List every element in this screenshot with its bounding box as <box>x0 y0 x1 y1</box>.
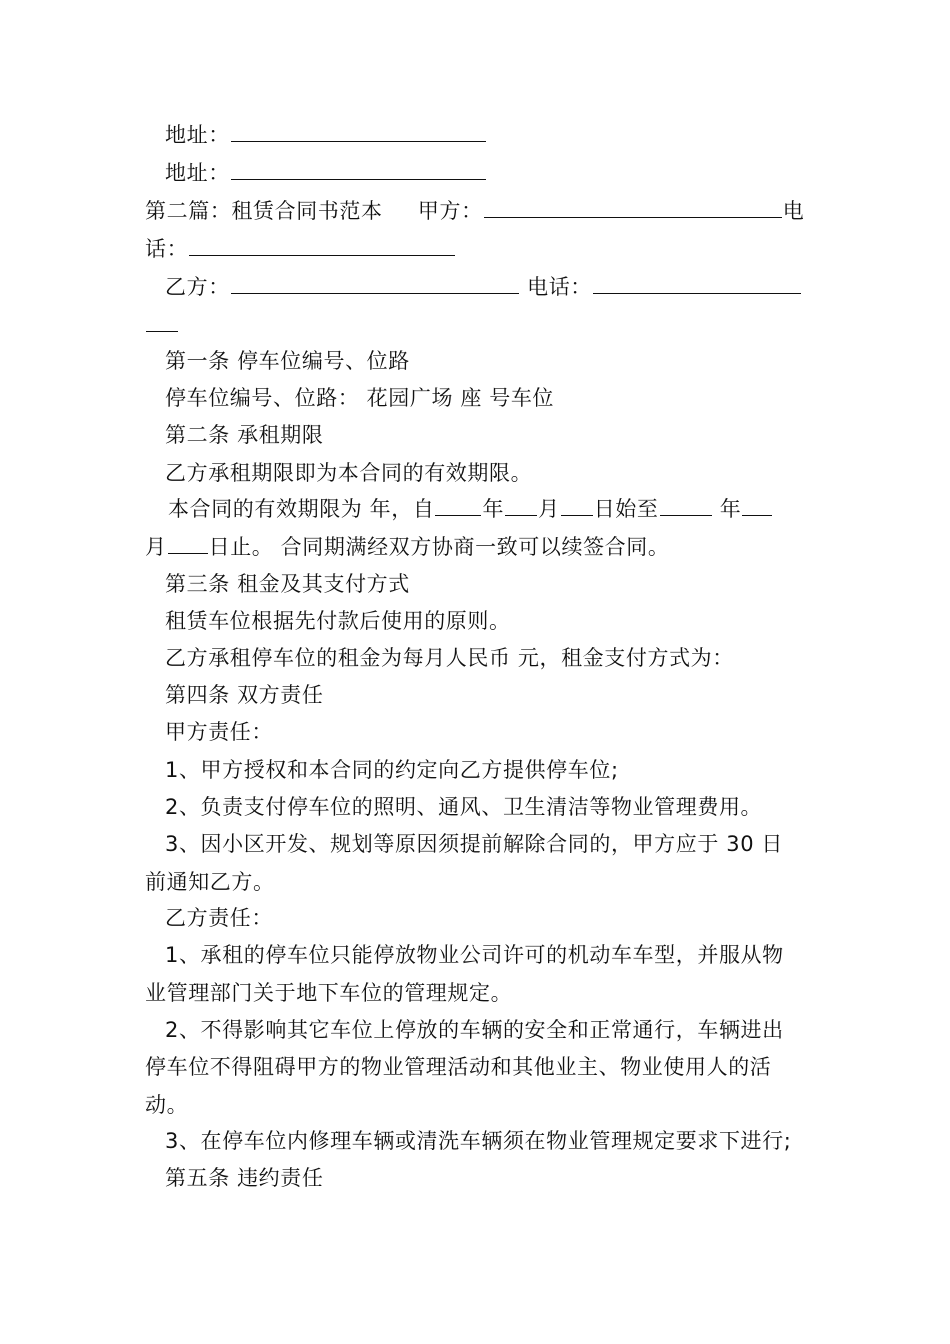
section-title: 第二篇：租赁合同书范本 <box>145 199 383 223</box>
year-label: 年 <box>719 497 742 521</box>
blank-field <box>593 274 801 294</box>
day-label: 日始至 <box>593 497 659 521</box>
address-label: 地址： <box>165 123 230 147</box>
party-b-label: 乙方： <box>165 275 230 299</box>
blank-field <box>231 122 486 142</box>
phone-label-part: 话： <box>145 237 189 261</box>
blank-field <box>189 236 455 256</box>
list-item: 3、在停车位内修理车辆或清洗车辆须在物业管理规定要求下进行; <box>165 1129 792 1153</box>
month-label: 月 <box>145 535 167 559</box>
list-item: 1、承租的停车位只能停放物业公司许可的机动车车型，并服从物 <box>165 943 784 967</box>
list-item: 1、甲方授权和本合同的约定向乙方提供停车位; <box>165 758 619 782</box>
blank-field <box>231 160 486 180</box>
party-a-label: 甲方： <box>417 199 483 223</box>
article-5-heading: 第五条 违约责任 <box>165 1166 324 1190</box>
term-text: 本合同的有效期限为 年，自 <box>168 497 435 521</box>
paragraph: 乙方承租停车位的租金为每月人民币 元，租金支付方式为： <box>165 646 734 670</box>
blank-field <box>146 312 178 332</box>
address-line-2 <box>165 160 810 186</box>
blank-field <box>484 198 782 218</box>
list-item: 3、因小区开发、规划等原因须提前解除合同的，甲方应于 30 日 <box>165 832 784 856</box>
article-4-heading: 第四条 双方责任 <box>165 683 324 707</box>
phone-label: 电话： <box>527 275 592 299</box>
list-item-continued: 业管理部门关于地下车位的管理规定。 <box>145 981 513 1005</box>
article-2-heading: 第二条 承租期限 <box>165 423 324 447</box>
term-line-continued <box>145 534 810 560</box>
blank-field <box>231 274 519 294</box>
underline-continuation <box>145 312 810 338</box>
article-1-heading: 第一条 停车位编号、位路 <box>165 349 410 373</box>
section-title-line <box>145 198 810 224</box>
paragraph: 乙方承租期限即为本合同的有效期限。 <box>165 461 533 485</box>
address-label: 地址： <box>165 161 230 185</box>
list-item-continued: 前通知乙方。 <box>145 870 275 894</box>
term-line <box>168 496 810 522</box>
article-3-heading: 第三条 租金及其支付方式 <box>165 572 410 596</box>
blank-field <box>168 534 208 554</box>
paragraph: 租赁车位根据先付款后使用的原则。 <box>165 609 511 633</box>
party-b-line <box>165 274 810 300</box>
month-label: 月 <box>538 497 560 521</box>
party-b-duties-heading: 乙方责任： <box>165 906 273 930</box>
blank-field <box>742 496 772 516</box>
list-item: 2、不得影响其它车位上停放的车辆的安全和正常通行，车辆进出 <box>165 1018 784 1042</box>
parking-number-line: 停车位编号、位路： 花园广场 座 号车位 <box>165 386 555 410</box>
party-a-duties-heading: 甲方责任： <box>165 720 273 744</box>
blank-field <box>505 496 537 516</box>
term-end-text: 日止。 合同期满经双方协商一致可以续签合同。 <box>208 535 670 559</box>
blank-field <box>561 496 593 516</box>
blank-field <box>435 496 481 516</box>
list-item-continued: 动。 <box>145 1093 189 1117</box>
phone-line <box>145 236 810 262</box>
list-item-continued: 停车位不得阻碍甲方的物业管理活动和其他业主、物业使用人的活 <box>145 1055 772 1079</box>
year-label: 年 <box>482 497 505 521</box>
phone-label-part: 电 <box>782 199 805 223</box>
blank-field <box>660 496 712 516</box>
list-item: 2、负责支付停车位的照明、通风、卫生清洁等物业管理费用。 <box>165 795 763 819</box>
address-line-1 <box>165 122 810 148</box>
